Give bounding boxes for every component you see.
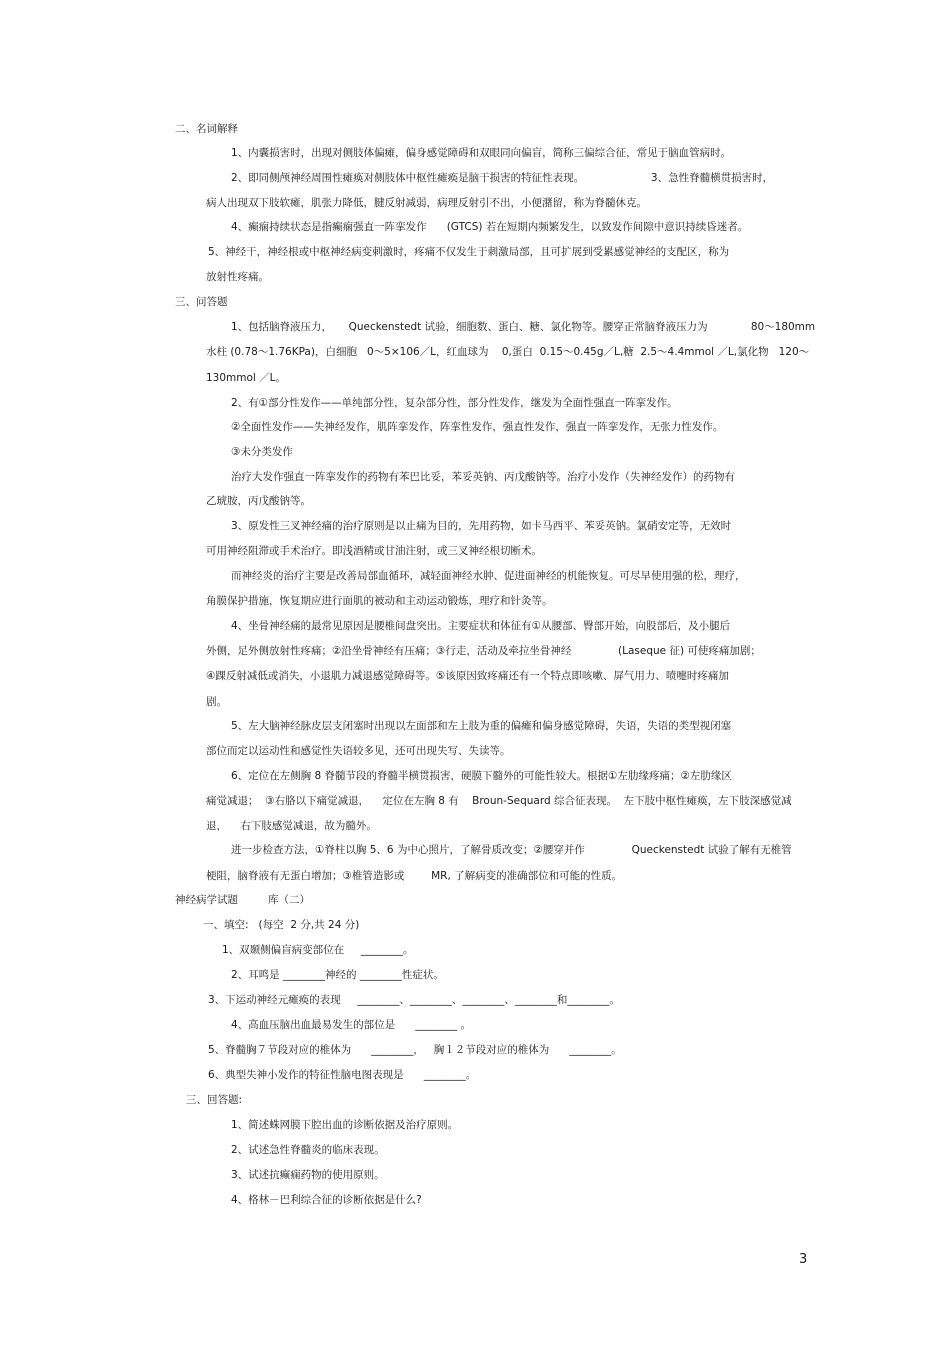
section-heading-qa: 三、问答题 bbox=[175, 296, 228, 308]
text-line: 乙琥胺，丙戊酸钠等。 bbox=[206, 495, 311, 507]
text-line: ④踝反射减低或消失，小退肌力减退感觉障碍等。⑤该原因致疼痛还有一个特点即咳嗽、屏气用力、喷嚏时疼痛加 bbox=[206, 670, 729, 682]
text-line: 治疗大发作强直一阵挛发作的药物有苯巴比妥，苯妥英钠、丙戊酸钠等。治疗小发作（失神经发作）的药物有 bbox=[231, 471, 735, 483]
text-line: 梗阻，脑脊液有无蛋白增加；③椎管造影或 MR, 了解病变的准确部位和可能的性质。 bbox=[206, 870, 623, 882]
question-line: 1、双颞侧偏盲病变部位在 ________。 bbox=[222, 944, 414, 956]
question-line: 2、耳鸣是 ________神经的 ________性症状。 bbox=[231, 969, 444, 981]
text-line: 外侧，足外侧放射性疼痛；②沿坐骨神经有压痛；③行走，活动及牵拉坐骨神经 (Laseque 征) 可使疼痛加剧； bbox=[206, 645, 761, 657]
text-line: 部位而定以运动性和感觉性失语较多见，还可出现失写、失读等。 bbox=[206, 745, 511, 757]
text-line: 可用神经阻滞或手术治疗。即浅酒精或甘油注射，或三叉神经根切断术。 bbox=[206, 545, 542, 557]
text-line: 退， 右下肢感觉减退，故为髓外。 bbox=[206, 820, 377, 832]
text-line: 5、神经干，神经根或中枢神经病变刺激时，疼痛不仅发生于刺激局部，且可扩展到受累感觉神经的支配区，称为 bbox=[208, 246, 730, 258]
text-line: ③未分类发作 bbox=[231, 446, 293, 458]
question-line: 6、典型失神小发作的特征性脑电图表现是 ________。 bbox=[208, 1069, 477, 1081]
section-heading-fill-in: 一、填空: (每空 2 分,共 24 分) bbox=[203, 919, 360, 931]
text-line: 6、定位在左侧胸 8 脊髓节段的脊髓半横贯损害，硬膜下髓外的可能性较大。根据①左肋缘疼痛；②左肋缘区 bbox=[231, 770, 732, 782]
text-line: 4、坐骨神经痛的最常见原因是腰椎间盘突出。主要症状和体征有①从腰部、臀部开始，向股部后，及小腿后 bbox=[231, 620, 731, 632]
text-line: 而神经炎的治疗主要是改善局部血循环，减轻面神经水肿、促进面神经的机能恢复。可尽早使用强的松，理疗， bbox=[231, 570, 746, 582]
text-line: 放射性疼痛。 bbox=[206, 271, 269, 283]
text-line: 剧。 bbox=[206, 696, 227, 708]
text-line: 3、原发性三叉神经痛的治疗原则是以止痛为目的，先用药物，如卡马西平、苯妥英钠。氯硝安定等，无效时 bbox=[231, 520, 732, 532]
question-line: 1、简述蛛网膜下腔出血的诊断依据及治疗原则。 bbox=[231, 1119, 459, 1131]
text-line: 2、有①部分性发作——单纯部分性，复杂部分性，部分性发作，继发为全面性强直一阵挛发作。 bbox=[231, 397, 678, 409]
text-line: 130mmol ／L。 bbox=[206, 372, 287, 384]
text-line: 5、左大脑神经脉皮层支闭塞时出现以左面部和左上肢为重的偏瘫和偏身感觉障碍，失语，失语的类型视闭塞 bbox=[231, 720, 732, 732]
text-line: 4、癫痫持续状态是指癫痫强直一阵挛发作 (GTCS) 若在短期内频繁发生，以致发作间隙中意识持续昏迷者。 bbox=[231, 221, 749, 233]
text-line: 2、即同侧颅神经周围性瘫痪对侧肢体中枢性瘫痪是脑干损害的特征性表现。 3、急性脊髓横贯损害时， bbox=[231, 172, 774, 184]
page-number: 3 bbox=[799, 1252, 808, 1267]
text-line: 痛觉减退； ③右胳以下痛觉减退， 定位在左胸 8 有 Broun-Sequard 综合征表现。 左下肢中枢性瘫痪，左下肢深感觉减 bbox=[206, 795, 792, 807]
question-line: 3、试述抗癫痫药物的使用原则。 bbox=[231, 1169, 385, 1181]
section-heading-terms: 二、名词解释 bbox=[175, 123, 238, 135]
text-line: 病人出现双下肢软瘫，肌张力降低，腱反射减弱，病理反射引不出，小便潴留，称为脊髓休克。 bbox=[206, 197, 647, 209]
question-line: 3、下运动神经元瘫痪的表现 ________、________、________、________和________。 bbox=[208, 994, 620, 1006]
section-heading-answer: 三、回答题: bbox=[186, 1094, 243, 1106]
text-line: 进一步检查方法，①脊柱以胸 5、6 为中心照片，了解骨质改变；②腰穿并作 Queckenstedt 试验了解有无椎管 bbox=[231, 844, 792, 856]
question-line: 5、脊髓胸７节段对应的椎体为 ________， 胸１２节段对应的椎体为 ________。 bbox=[208, 1044, 622, 1056]
text-line: 1、内囊损害时，出现对侧肢体偏瘫，偏身感觉障碍和双眼同向偏盲，简称三偏综合征，常见于脑血管病时。 bbox=[231, 147, 732, 159]
text-line: ②全面性发作——失神经发作，肌阵挛发作，阵挛性发作，强直性发作，强直一阵挛发作，无张力性发作。 bbox=[231, 421, 724, 433]
text-line: 角膜保护措施，恢复期应进行面肌的被动和主动运动锻炼，理疗和针灸等。 bbox=[206, 595, 553, 607]
text-line: 水柱 (0.78～1.76KPa)，白细胞 0～5×106／L，红血球为 0,蛋白 0.15～0.45g／L,糖 2.5～4.4mmol ／L,氯化物 120～ bbox=[206, 346, 810, 358]
question-line: 4、高血压脑出血最易发生的部位是 ________ 。 bbox=[231, 1019, 472, 1031]
document-title: 神经病学试题 库（二） bbox=[175, 894, 311, 906]
text-line: 1、包括脑脊液压力， Queckenstedt 试验，细胞数、蛋白、糖、氯化物等。腰穿正常脑脊液压力为 80～180mm bbox=[231, 321, 816, 333]
question-line: 4、格林－巴利综合征的诊断依据是什么? bbox=[231, 1194, 422, 1206]
question-line: 2、试述急性脊髓炎的临床表现。 bbox=[231, 1144, 385, 1156]
